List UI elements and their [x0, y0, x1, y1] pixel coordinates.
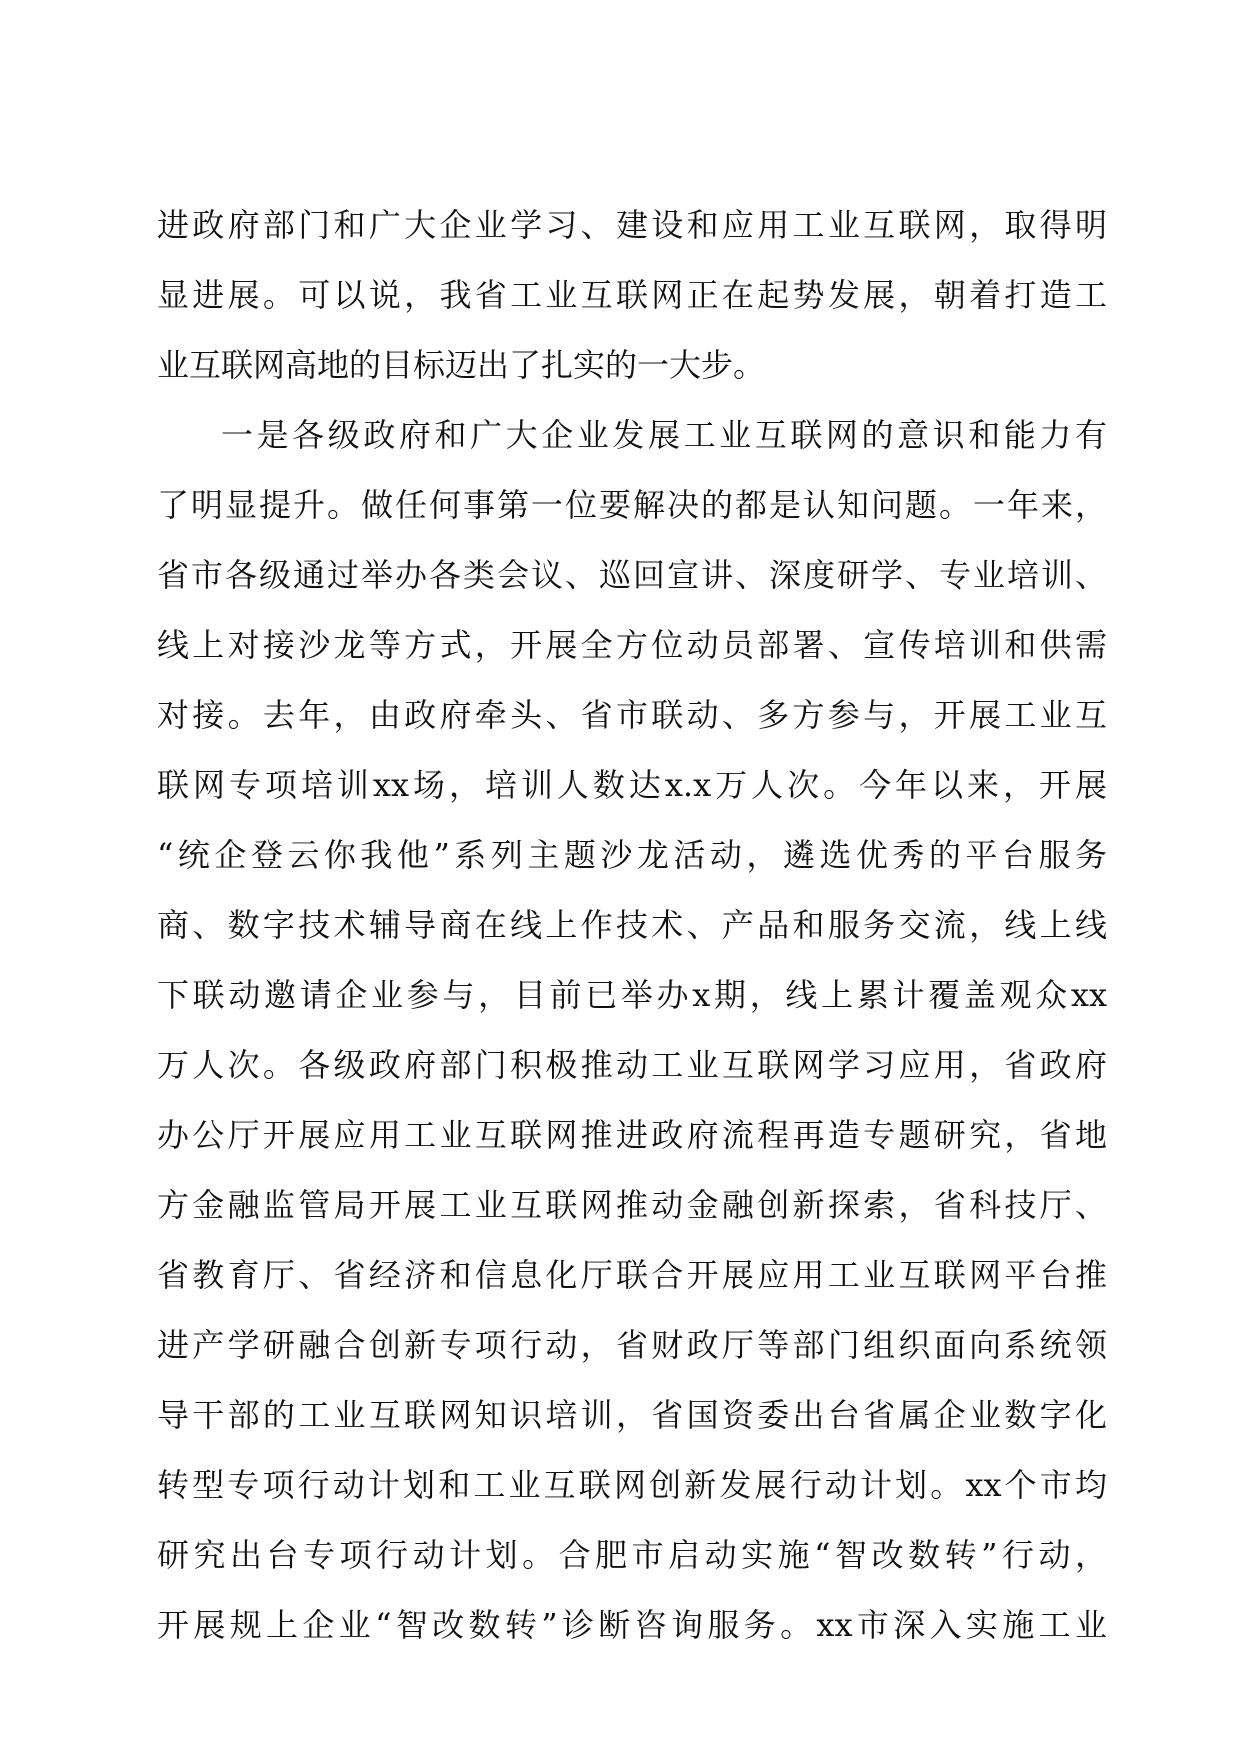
text-line: 进产学研融合创新专项行动，省财政厅等部门组织面向系统领 — [157, 1326, 1107, 1364]
text-line: 万人次。各级政府部门积极推动工业互联网学习应用，省政府 — [157, 1046, 1107, 1084]
text-line: 下联动邀请企业参与，目前已举办x期，线上累计覆盖观众xx — [157, 976, 1107, 1014]
body-text — [157, 190, 1107, 1660]
text-line: “统企登云你我他”系列主题沙龙活动，遴选优秀的平台服务 — [157, 836, 1107, 874]
text-line: 办公厅开展应用工业互联网推进政府流程再造专题研究，省地 — [157, 1116, 1107, 1154]
text-line: 开展规上企业“智改数转”诊断咨询服务。xx市深入实施工业 — [157, 1606, 1107, 1644]
text-line: 一是各级政府和广大企业发展工业互联网的意识和能力有 — [221, 416, 1107, 454]
text-line: 省市各级通过举办各类会议、巡回宣讲、深度研学、专业培训、 — [157, 556, 1107, 594]
text-line: 省教育厅、省经济和信息化厅联合开展应用工业互联网平台推 — [157, 1256, 1107, 1294]
text-line: 商、数字技术辅导商在线上作技术、产品和服务交流，线上线 — [157, 906, 1107, 944]
text-line: 转型专项行动计划和工业互联网创新发展行动计划。xx个市均 — [157, 1466, 1107, 1504]
text-line: 显进展。可以说，我省工业互联网正在起势发展，朝着打造工 — [157, 276, 1107, 314]
text-line: 线上对接沙龙等方式，开展全方位动员部署、宣传培训和供需 — [157, 626, 1107, 664]
text-line: 导干部的工业互联网知识培训，省国资委出台省属企业数字化 — [157, 1396, 1107, 1434]
text-line: 了明显提升。做任何事第一位要解决的都是认知问题。一年来， — [157, 486, 1107, 524]
text-line: 对接。去年，由政府牵头、省市联动、多方参与，开展工业互 — [157, 696, 1107, 734]
paragraph-1 — [157, 190, 1107, 400]
text-line: 研究出台专项行动计划。合肥市启动实施“智改数转”行动， — [157, 1536, 1107, 1574]
text-line: 联网专项培训xx场，培训人数达x.x万人次。今年以来，开展 — [157, 766, 1107, 804]
text-line: 业互联网高地的目标迈出了扎实的一大步。 — [157, 346, 766, 384]
paragraph-2 — [157, 400, 1107, 1660]
text-line: 方金融监管局开展工业互联网推动金融创新探索，省科技厅、 — [157, 1186, 1107, 1224]
text-line: 进政府部门和广大企业学习、建设和应用工业互联网，取得明 — [157, 206, 1107, 244]
